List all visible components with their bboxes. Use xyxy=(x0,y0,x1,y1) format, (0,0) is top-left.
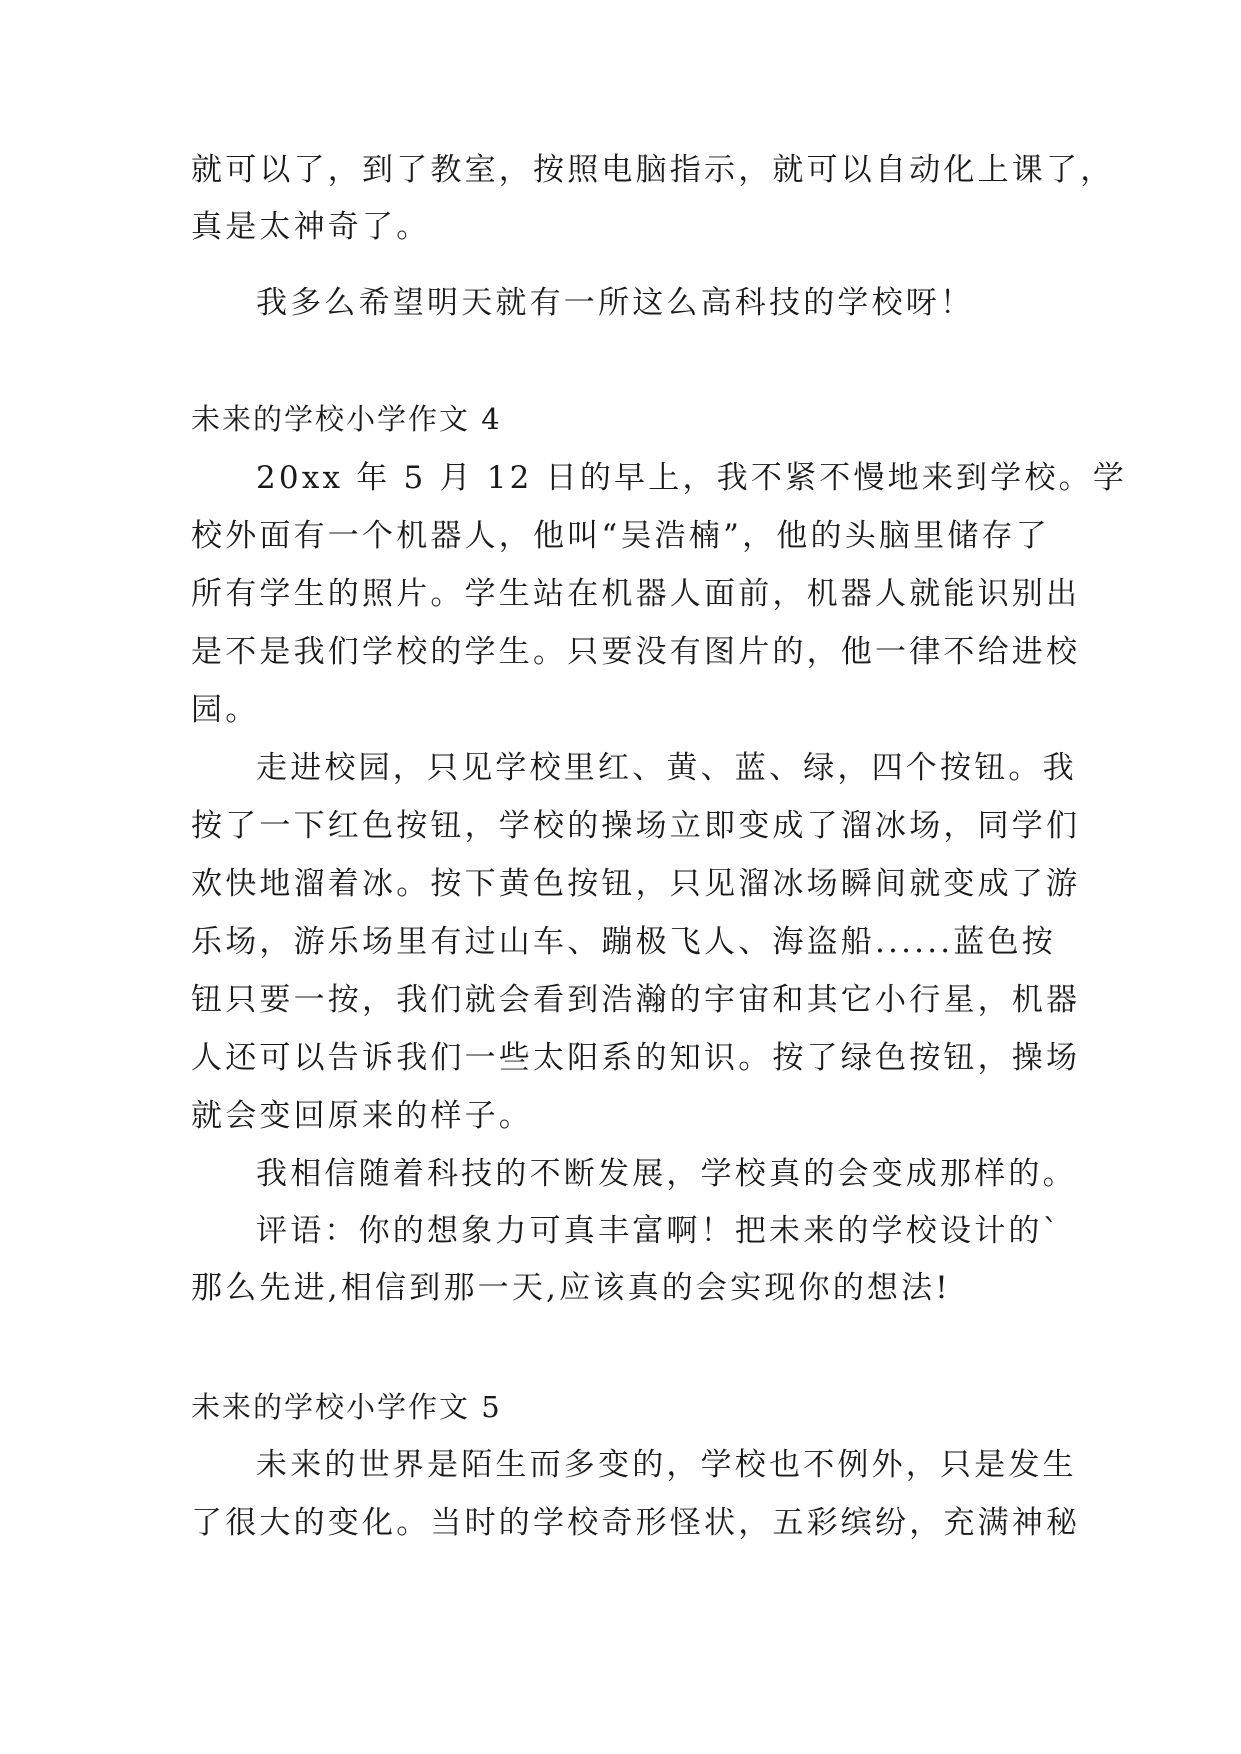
section-heading-4: 未来的学校小学作文 4 xyxy=(191,402,502,436)
section-heading-5: 未来的学校小学作文 5 xyxy=(191,1390,502,1424)
paragraph-line: 乐场，游乐场里有过山车、蹦极飞人、海盗船......蓝色按 xyxy=(191,924,1056,960)
paragraph-line: 我相信随着科技的不断发展，学校真的会变成那样的。 xyxy=(256,1156,1077,1192)
paragraph-line: 人还可以告诉我们一些太阳系的知识。按了绿色按钮，操场 xyxy=(191,1040,1081,1076)
paragraph-line: 校外面有一个机器人，他叫“吴浩楠”，他的头脑里储存了 xyxy=(191,518,1050,554)
paragraph-line: 20xx 年 5 月 12 日的早上，我不紧不慢地来到学校。学 xyxy=(256,460,1128,496)
paragraph-line: 是不是我们学校的学生。只要没有图片的，他一律不给进校 xyxy=(191,634,1081,670)
paragraph-line: 按了一下红色按钮，学校的操场立即变成了溜冰场，同学们 xyxy=(191,808,1081,844)
comment-line: 那么先进,相信到那一天,应该真的会实现你的想法! xyxy=(191,1270,951,1306)
paragraph-line: 钮只要一按，我们就会看到浩瀚的宇宙和其它小行星，机器 xyxy=(191,982,1081,1018)
paragraph-line: 了很大的变化。当时的学校奇形怪状，五彩缤纷，充满神秘 xyxy=(191,1505,1081,1541)
paragraph-line: 走进校园，只见学校里红、黄、蓝、绿，四个按钮。我 xyxy=(256,750,1077,786)
paragraph-line: 真是太神奇了。 xyxy=(191,209,431,245)
paragraph-line: 就会变回原来的样子。 xyxy=(191,1098,533,1134)
paragraph-line: 未来的世界是陌生而多变的，学校也不例外，只是发生 xyxy=(256,1447,1077,1483)
paragraph-line: 就可以了，到了教室，按照电脑指示，就可以自动化上课了， xyxy=(191,152,1115,188)
paragraph-line: 我多么希望明天就有一所这么高科技的学校呀！ xyxy=(256,285,975,321)
paragraph-line: 园。 xyxy=(191,692,260,728)
paragraph-line: 欢快地溜着冰。按下黄色按钮，只见溜冰场瞬间就变成了游 xyxy=(191,866,1081,902)
comment-line: 评语：你的想象力可真丰富啊！把未来的学校设计的` xyxy=(256,1213,1062,1249)
paragraph-line: 所有学生的照片。学生站在机器人面前，机器人就能识别出 xyxy=(191,576,1081,612)
